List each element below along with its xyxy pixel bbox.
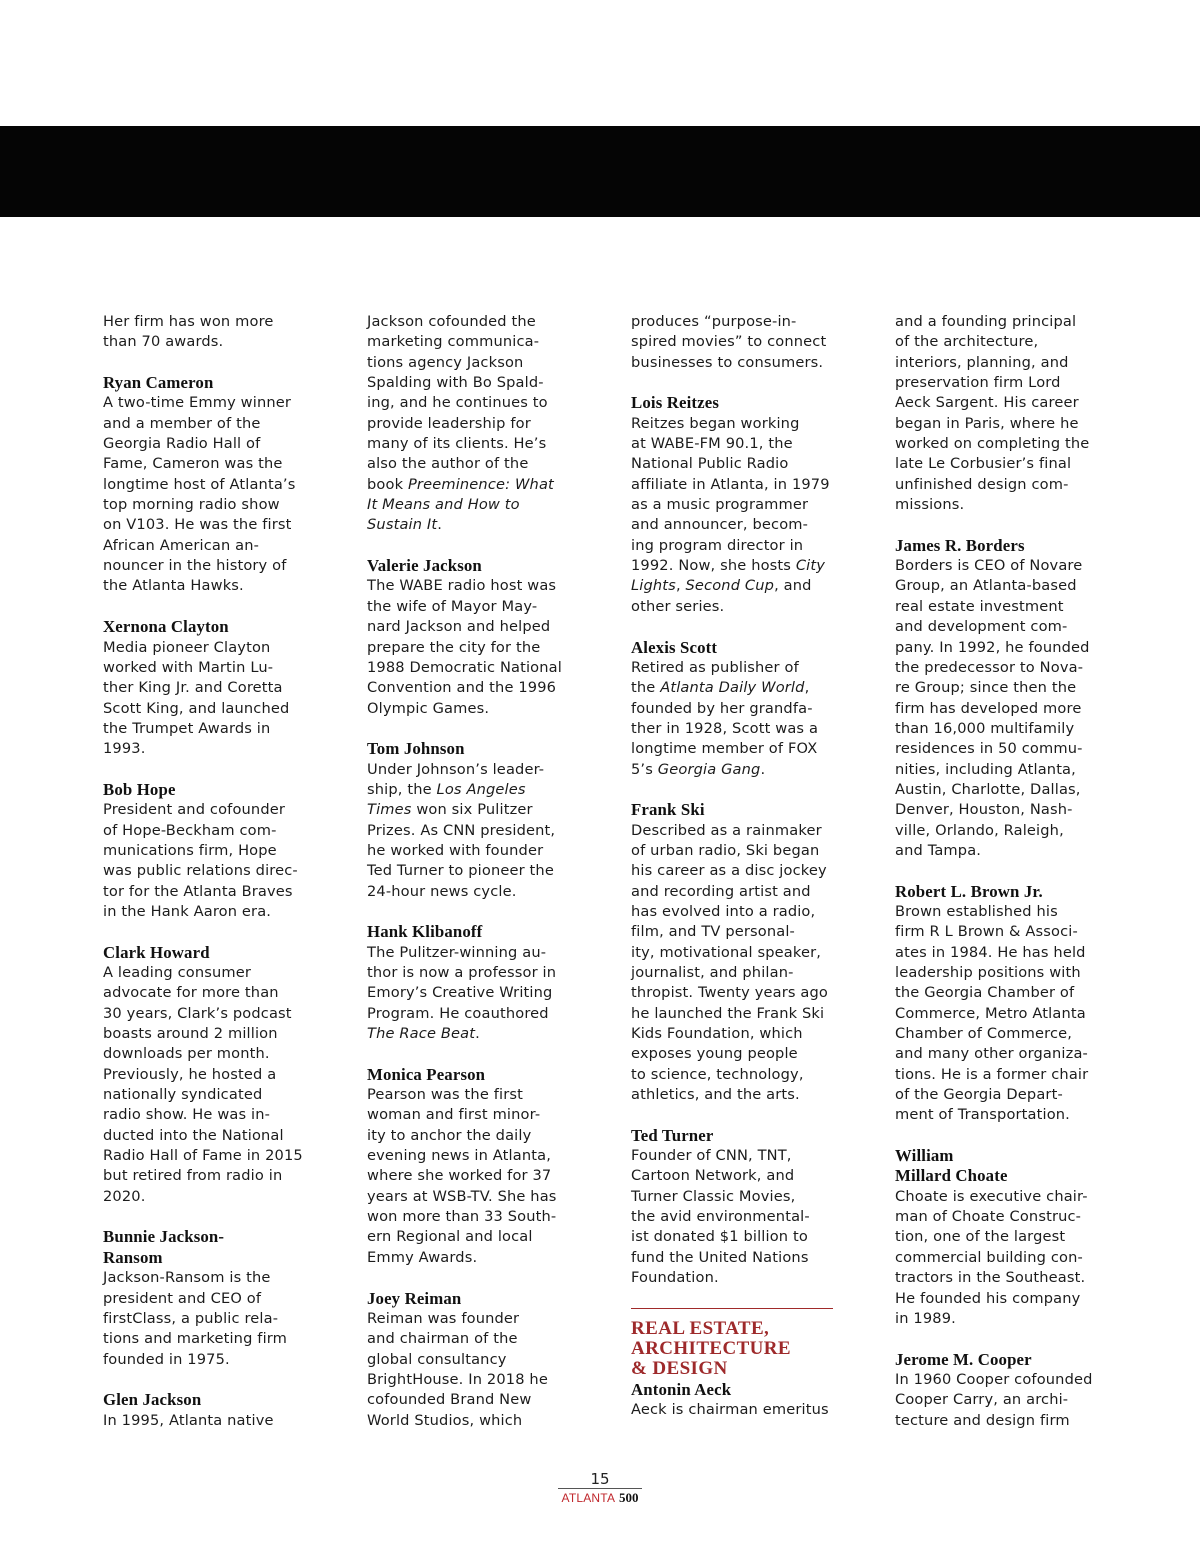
section-heading: REAL ESTATE, ARCHITECTURE & DESIGN [631,1317,791,1380]
entry-bio: Pearson was the first woman and first minor- ity to anchor the daily evening news in Atlanta, where she worked for 37 years at WSB-TV. She has won more than 33 South- ern Regional and local Emmy Awards. [367,1086,557,1266]
entry-bio: Media pioneer Clayton worked with Martin Lu- ther King Jr. and Coretta Scott King, and launched the Trumpet Awards in 1993. [103,638,290,758]
column-1 [103,312,313,1431]
entry-bio: Brown established his firm R L Brown & Associ- ates in 1984. He has held leadership positions with the Georgia Chamber of Commerce, Metro Atlanta Chamber of Commerce, and many other organiza- tions. He is a former chair of the Georgia Depart- ment of Transportation. [895,902,1089,1124]
entry-bio: Described as a rainmaker of urban radio, Ski began his career as a disc jockey and recording artist and has evolved into a radio, film, and TV personal- ity, motivational speaker, journalist, and philan- thropist. Twenty years ago he launched the Frank Ski Kids Foundation, which exposes young people to science, technology, athletics, and the arts. [631,821,828,1104]
entry-bio: A leading consumer advocate for more than 30 years, Clark’s podcast boasts around 2 million downloads per month. Previously, he hosted a nationally syndicated radio show. He was in- ducted into the National Radio Hall of Fame in 2015 but retired from radio in 2020. [103,964,303,1205]
book-title: Preeminence: What It Means and How to Sustain It [367,475,554,534]
entry-bio: Reiman was founder and chairman of the global consultancy BrightHouse. In 2018 he cofounded Brand New World Studios, which [367,1309,548,1429]
entry-bio: Borders is CEO of Novare Group, an Atlanta-based real estate investment and development com- pany. In 1992, he founded the predecessor to Nova- re Group; since then the firm has developed more than 16,000 multifamily residences in 50 commu- nities, including Atlanta, Austin, Charlotte, Dallas, Denver, Houston, Nash- ville, Orlando, Raleigh, and Tampa. [895,557,1090,859]
entry-name: James R. Borders [895,535,1025,555]
entry-bio [367,760,577,902]
entry-bio: In 1995, Atlanta native [103,1411,274,1429]
continued-text: produces “purpose-in- spired movies” to connect businesses to consumers. [631,313,827,371]
entry-bio: A two-time Emmy winner and a member of the Georgia Radio Hall of Fame, Cameron was the longtime host of Atlanta’s top morning radio show on V103. He was the first African American an- nouncer in the history of the Atlanta Hawks. [103,394,296,595]
entry-bio [631,414,841,617]
entry-name: Xernona Clayton [103,617,229,637]
continued-text: and a founding principal of the architecture, interiors, planning, and preservation firm Lord Aeck Sargent. His career began in Paris, where he worked on completing the late Le Corbusier’s final unfinished design com- missions. [895,313,1090,514]
column-2 [367,312,577,1431]
entry-name: Joey Reiman [367,1288,462,1308]
text-run: , founded by her grandfa- ther in 1928, Scott was a longtime member of FOX 5’s [631,679,819,778]
text-run: won six Pulitzer Prizes. As CNN president, he worked with founder Ted Turner to pioneer the 24-hour news cycle. [367,801,556,900]
entry-name: Ryan Cameron [103,373,214,393]
page-number: 15 [590,1470,610,1488]
entry-bio: In 1960 Cooper cofounded Cooper Carry, an archi- tecture and design firm [895,1370,1093,1429]
show-title: Georgia Gang [657,760,761,778]
entry-name: Valerie Jackson [367,556,482,576]
continued-text: Her firm has won more than 70 awards. [103,313,274,351]
entry-name: Jerome M. Cooper [895,1349,1032,1369]
text-run: The Pulitzer-winning au- thor is now a professor in Emory’s Creative Writing Program. He coauthored [367,943,557,1022]
column-3 [631,312,841,1420]
entry-name: Glen Jackson [103,1390,202,1410]
publication-title: Atlanta Daily World [660,679,805,697]
book-title: The Race Beat [367,1025,476,1043]
text-run: , [675,577,686,595]
show-title: City Lights [631,557,826,595]
entry-bio: Jackson-Ransom is the president and CEO of firstClass, a public rela- tions and marketing firm founded in 1975. [103,1269,288,1368]
text-run: Under Johnson’s leader- ship, the [367,760,545,798]
text-run: . [760,760,766,778]
entry-name: Tom Johnson [367,739,465,759]
text-run: , and other series. [631,577,812,615]
text-run: Reitzes began working at WABE-FM 90.1, the National Public Radio affiliate in Atlanta, in 1979 as a music programmer and announcer, becom- ing program director in 1992. Now, she hosts [631,414,830,575]
entry-name: William Millard Choate [895,1146,1008,1186]
entry-bio: Aeck is chairman emeritus [631,1400,829,1418]
entry-bio [367,943,577,1045]
entry-name: Frank Ski [631,800,705,820]
entry-name: Ted Turner [631,1125,714,1145]
entry-name: Hank Klibanoff [367,922,483,942]
entry-name: Lois Reitzes [631,393,720,413]
text-run: . [475,1025,480,1043]
text-run: . [437,516,443,534]
brand-number: 500 [618,1490,639,1505]
entry-name: Bunnie Jackson- Ransom [103,1227,225,1267]
entry-name: Monica Pearson [367,1064,486,1084]
entry-bio: Founder of CNN, TNT, Cartoon Network, and Turner Classic Movies, the avid environmental- ist donated $1 billion to fund the United Nations Foundation. [631,1147,810,1287]
section-divider [631,1308,833,1309]
text-run: Jackson cofounded the marketing communica- tions agency Jackson Spalding with Bo Spald- ing, and he continues to provide leadership for many of its clients. He’s also the author of the book [367,313,548,493]
entry-name: Bob Hope [103,779,176,799]
entry-bio: President and cofounder of Hope-Beckham com- munications firm, Hope was public relations direc- tor for the Atlanta Braves in the Hank Aaron era. [103,801,298,920]
entry-bio [631,658,841,780]
footer-divider [558,1488,642,1489]
column-4 [895,312,1105,1431]
publication-title: Los Angeles Times [367,780,526,819]
page-footer [558,1470,642,1505]
entry-name: Antonin Aeck [631,1379,732,1399]
show-title: Second Cup [685,577,775,595]
text-run: Retired as publisher of the [631,658,799,697]
header-band [0,126,1200,217]
entry-name: Clark Howard [103,942,210,962]
entry-name: Robert L. Brown Jr. [895,881,1043,901]
continued-text [367,312,577,536]
brand-city: ATLANTA [561,1491,616,1505]
entry-bio: The WABE radio host was the wife of Mayor May- nard Jackson and helped prepare the city for the 1988 Democratic National Convention and the 1996 Olympic Games. [367,577,562,717]
publication-logo [558,1491,642,1505]
entry-bio: Choate is executive chair- man of Choate Construc- tion, one of the largest commercial building con- tractors in the Southeast. He founded his company in 1989. [895,1187,1088,1327]
entry-name: Alexis Scott [631,637,718,657]
